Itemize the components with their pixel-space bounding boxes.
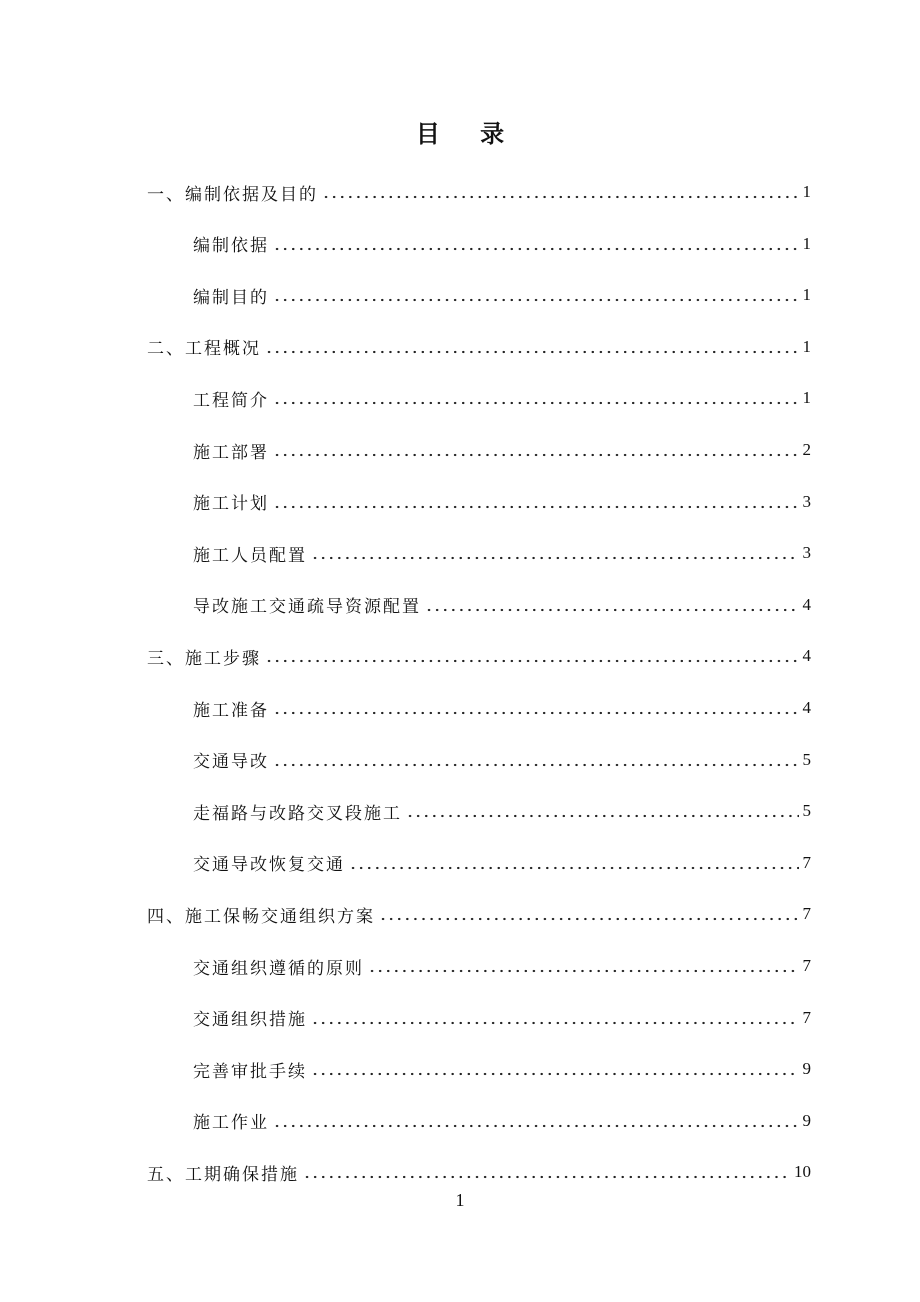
toc-entry-label: 导改施工交通疏导资源配置 xyxy=(193,597,421,618)
toc-entry-page: 3 xyxy=(802,543,811,563)
page-title: 目 录 xyxy=(415,119,521,148)
toc-entry-page: 9 xyxy=(802,1059,811,1079)
toc-dot-leader xyxy=(303,1175,790,1179)
toc-subsection-entry[interactable] xyxy=(193,1043,811,1095)
toc-entry-label: 施工准备 xyxy=(193,700,269,721)
toc-dot-leader xyxy=(311,1021,799,1025)
toc-subsection-entry[interactable] xyxy=(193,1095,811,1147)
toc-entry-label: 二、工程概况 xyxy=(147,339,261,360)
toc-subsection-entry[interactable] xyxy=(193,424,811,476)
toc-subsection-entry[interactable] xyxy=(193,269,811,321)
toc-dot-leader xyxy=(273,453,799,457)
toc-subsection-entry[interactable] xyxy=(193,579,811,631)
toc-subsection-entry[interactable] xyxy=(193,837,811,889)
toc-entry-label: 三、施工步骤 xyxy=(147,648,261,669)
toc-entry-label: 走福路与改路交叉段施工 xyxy=(193,803,402,824)
toc-subsection-entry[interactable] xyxy=(193,940,811,992)
page-number: 1 xyxy=(455,1190,465,1210)
toc-dot-leader xyxy=(273,505,799,509)
toc-entry-label: 工程简介 xyxy=(193,390,269,411)
toc-section-entry[interactable] xyxy=(147,888,811,940)
toc-dot-leader xyxy=(265,350,799,354)
toc-entry-label: 编制目的 xyxy=(193,287,269,308)
toc-subsection-entry[interactable] xyxy=(193,682,811,734)
toc-dot-leader xyxy=(265,659,799,663)
toc-entry-label: 交通导改恢复交通 xyxy=(193,855,345,876)
toc-dot-leader xyxy=(273,1124,799,1128)
toc-entry-page: 2 xyxy=(802,440,811,459)
toc-entry-label: 一、编制依据及目的 xyxy=(147,184,318,205)
toc-subsection-entry[interactable] xyxy=(193,734,811,786)
toc-entry-label: 施工人员配置 xyxy=(193,545,307,566)
toc-entry-page: 1 xyxy=(802,285,811,305)
toc-dot-leader xyxy=(425,608,799,612)
toc-dot-leader xyxy=(273,711,799,715)
toc-dot-leader xyxy=(406,814,799,818)
toc-entry-label: 施工计划 xyxy=(193,494,269,515)
toc-entry-label: 五、工期确保措施 xyxy=(147,1164,299,1185)
toc-entry-page: 1 xyxy=(802,233,811,253)
toc-entry-label: 完善审批手续 xyxy=(193,1061,307,1082)
toc-dot-leader xyxy=(379,917,799,921)
toc-entry-label: 交通组织措施 xyxy=(193,1010,307,1031)
toc-entry-page: 5 xyxy=(802,801,811,821)
toc-dot-leader xyxy=(311,1072,799,1076)
toc-section-entry[interactable] xyxy=(147,166,811,218)
toc-entry-page: 7 xyxy=(802,904,811,924)
toc-entry-label: 交通组织遵循的原则 xyxy=(193,958,364,979)
toc-subsection-entry[interactable] xyxy=(193,476,811,528)
toc-dot-leader xyxy=(273,401,799,405)
toc-entry-page: 4 xyxy=(802,698,811,717)
toc-entry-page: 10 xyxy=(794,1162,811,1182)
toc-entry-page: 1 xyxy=(802,388,811,408)
toc-entry-page: 7 xyxy=(802,852,811,872)
toc-entry-label: 交通导改 xyxy=(193,752,269,773)
toc-dot-leader xyxy=(349,866,799,870)
toc-dot-leader xyxy=(273,247,799,251)
toc-section-entry[interactable] xyxy=(147,630,811,682)
toc-entry-page: 1 xyxy=(802,336,811,356)
toc-section-entry[interactable] xyxy=(147,321,811,373)
toc-entry-page: 4 xyxy=(802,646,811,666)
toc-entry-page: 9 xyxy=(802,1110,811,1130)
toc-dot-leader xyxy=(368,969,799,973)
toc-dot-leader xyxy=(311,556,799,560)
toc-entry-label: 施工作业 xyxy=(193,1113,269,1134)
toc-entry-label: 四、施工保畅交通组织方案 xyxy=(147,906,375,927)
toc-entry-page: 1 xyxy=(802,182,811,201)
toc-entry-label: 编制依据 xyxy=(193,236,269,257)
toc-subsection-entry[interactable] xyxy=(193,527,811,579)
toc-dot-leader xyxy=(322,195,799,199)
toc-entry-page: 7 xyxy=(802,956,811,975)
toc-entry-label: 施工部署 xyxy=(193,442,269,463)
toc-subsection-entry[interactable] xyxy=(193,992,811,1044)
toc-subsection-entry[interactable] xyxy=(193,372,811,424)
toc-dot-leader xyxy=(273,298,799,302)
toc-entry-page: 4 xyxy=(802,594,811,614)
toc-subsection-entry[interactable] xyxy=(193,218,811,270)
toc-entry-page: 3 xyxy=(802,491,811,511)
toc-subsection-entry[interactable] xyxy=(193,785,811,837)
toc-dot-leader xyxy=(273,763,799,767)
toc-entry-page: 5 xyxy=(802,749,811,769)
toc-entry-page: 7 xyxy=(802,1007,811,1027)
